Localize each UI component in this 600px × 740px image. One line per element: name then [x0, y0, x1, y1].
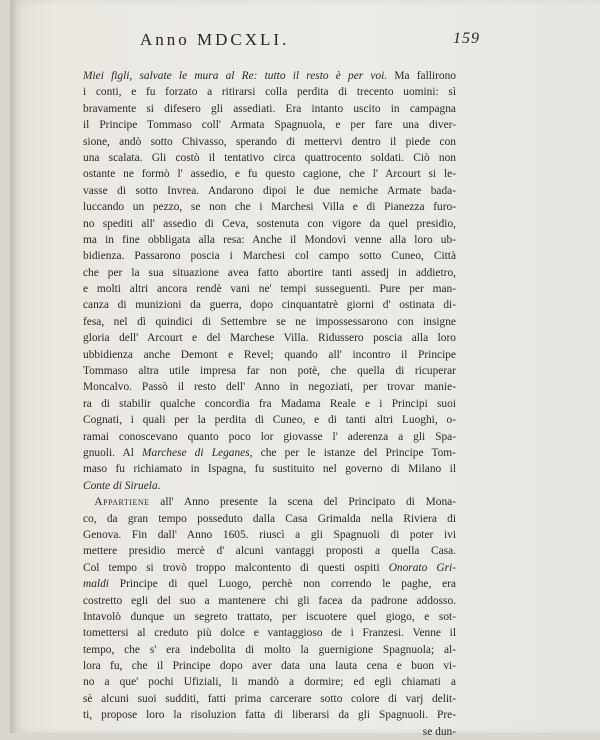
text-line: fesa, nel dì quindici di Settembre se ne impossessarono con insigne [83, 315, 456, 328]
text-line: Tommaso altra utile impresa far non potè, che quella di ricuperar [83, 365, 456, 378]
paragraph-opening-word: Appartiene [94, 496, 150, 509]
italic-quote: Miei figli, salvate le mura al Re: tutto il resto è per voi. [83, 70, 388, 82]
text-line: costretto egli del suo a mantenere chi gli facea da padrone addosso. [83, 594, 456, 607]
text-line: no spediti all' assedio di Ceva, sostenuta con vigore da quel presidio, [83, 217, 456, 230]
italic-name: Onorato Gri- [388, 561, 456, 574]
text-line: gloria dell' Arcourt e del Marchese Villa. Ridussero poscia alla loro [83, 332, 456, 345]
text-line: sione, andò sotto Chivasso, sperando di mettervi dentro il piede con [83, 135, 456, 148]
text-line: tempo, che s' era indebolita di molto la guernigione Spagnuola; al- [83, 643, 456, 656]
page-header [140, 30, 480, 54]
text-line [83, 576, 456, 592]
text-line: e molti altri ancora rendè vani ne' tempi susseguenti. Pure per man- [83, 283, 456, 296]
text-line: mettere presidio mercè d' alcuni vantaggi proposti a quella Casa. [83, 545, 456, 558]
text-line: i conti, e fu forzato a ritirarsi colla perdita di trecento uomini: sì [83, 86, 456, 99]
text-line: sè alcuni suoi sudditi, fatti prima carcerare sotto colore di varj delit- [83, 692, 456, 705]
text-line: no a que' pochi Ufiziali, li mandò a dormire; ed egli chiamati a [83, 676, 456, 689]
text-line: Genova. Fin dall' Anno 1605. riuscì a gli Spagnuoli di poter ivi [83, 528, 456, 541]
text-line: Intavolò dunque un segreto trattato, per iscuotere quel giogo, e sot- [83, 610, 456, 623]
text-line [83, 68, 456, 84]
text-line: che per la sua situazione avea fatto abortire tanti assedj in addietro, [83, 266, 456, 279]
text-line: ostante ne formò l' assedio, e fu questo cagione, che l' Arcourt si le- [83, 168, 456, 181]
text-line: vasse di sotto Invrea. Andarono dipoi le due nemiche Armate bada- [83, 184, 456, 197]
text-line: una scalata. Gli costò il tentativo circa quattrocento soldati. Ciò non [83, 151, 456, 164]
text-line: Moncalvo. Passò il resto dell' Anno in negoziati, per trovar manie- [83, 381, 456, 394]
text-line: ubbidienza anche Demont e Revel; quando all' incontro il Principe [83, 348, 456, 361]
italic-name: Marchese di Leganes [142, 446, 250, 459]
text-line: bravamente si difesero gli assediati. Era intanto uscito in campagna [83, 102, 456, 115]
text-span: Col tempo si trovò troppo malcontento di questi ospiti [83, 561, 380, 574]
text-line: ra di stabilir qualche concordia fra Madama Reale e i Principi suoi [83, 397, 456, 410]
italic-name: Conte di Siruela [83, 479, 158, 492]
catchword: se dun- [422, 725, 456, 738]
text-line: canza di munizioni da guerra, dopo cinquantatrè giorni d' ostinata di- [83, 299, 456, 312]
text-line: tomettersi al creduto più dolce e vantaggioso de i Franzesi. Venne il [83, 627, 456, 640]
text-line: Cognati, i quali per la perdita di Cuneo, e di tanti altri Luoghi, o- [83, 414, 456, 427]
body-text [83, 68, 456, 740]
text-line: co, da gran tempo posseduto dalla Casa Grimalda nella Riviera di [83, 512, 456, 525]
text-line: bidienza. Passarono poscia i Marchesi col campo sotto Cuneo, Città [83, 250, 456, 263]
text-span: all' Anno presente la scena del Principato di Mona- [160, 496, 456, 509]
text-line [83, 478, 456, 494]
running-title: Anno MDCXLI. [140, 30, 290, 49]
text-line: ti, propose loro la risoluzion fatta di liberarsi da gli Spagnuoli. Pre- [83, 709, 456, 722]
text-line: luccando un pezzo, se non che i Marchesi Villa e di Pianezza furo- [83, 201, 456, 214]
text-line: il Principe Tommaso coll' Armata Spagnuola, e per fare una diver- [83, 119, 456, 132]
text-line [83, 445, 456, 461]
book-page [10, 0, 600, 738]
text-span: Principe di quel Luogo, perchè non correndo le paghe, era [119, 578, 456, 591]
text-span: gnuoli. Al [83, 446, 134, 459]
text-line: ramai conoscevano quanto poco lor giovasse l' aderenza a gli Spa- [83, 430, 456, 443]
text-line [83, 560, 456, 576]
text-span: , che per le istanze del Principe Tom- [249, 446, 456, 459]
text-line: maso fu richiamato in Ispagna, fu sustituito nel governo di Milano il [83, 463, 456, 476]
page-number: 159 [453, 30, 480, 47]
text-span: Ma fallirono [394, 70, 456, 82]
italic-name: maldi [83, 578, 109, 591]
text-line: ma in fine obbligata alla resa: Anche il Mondovì venne alla loro ub- [83, 233, 456, 246]
text-span: . [157, 479, 161, 492]
text-line [83, 494, 456, 510]
text-line: lora fu, che il Principe dopo aver data una lauta cena e buon vi- [83, 660, 456, 673]
